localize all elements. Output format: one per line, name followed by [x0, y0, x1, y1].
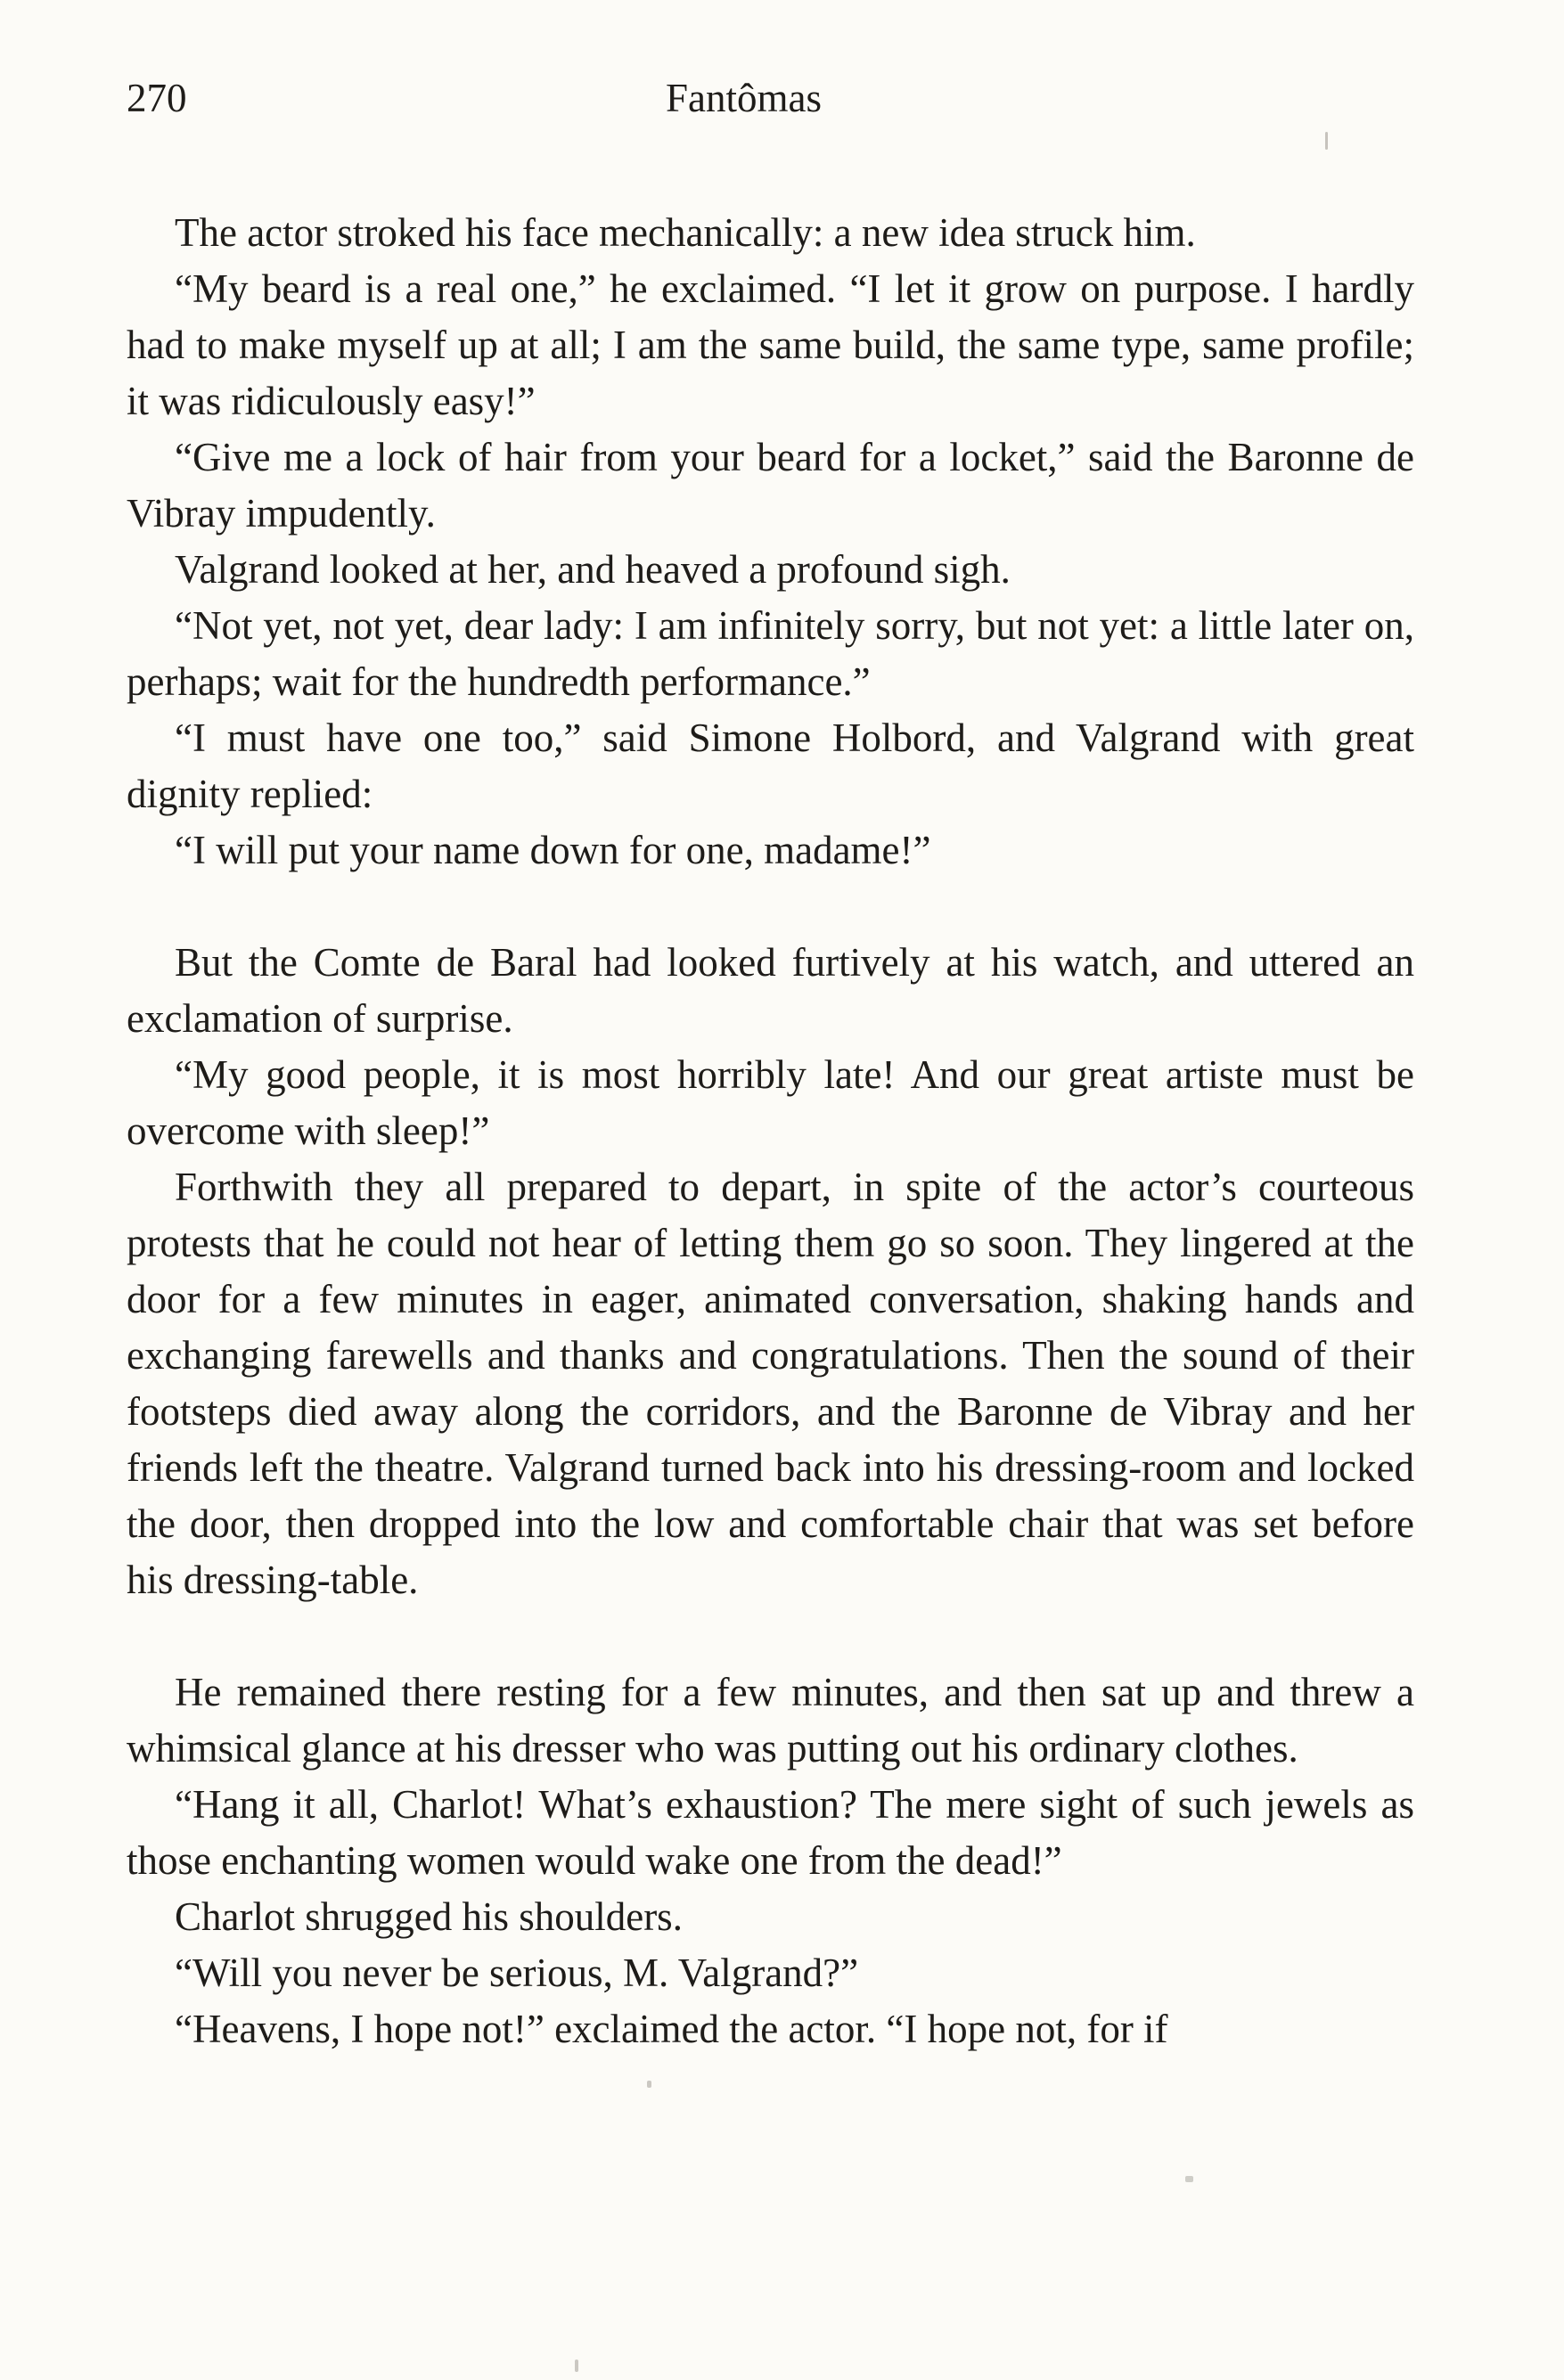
text-block	[127, 205, 1414, 2057]
paragraph: “Hang it all, Charlot! What’s exhaustion? The mere sight of such jewels as those enchanting women would wake one from the dead!”	[127, 1782, 1414, 1883]
scan-speck	[1325, 132, 1328, 150]
paragraph: “Will you never be serious, M. Valgrand?”	[175, 1951, 859, 1995]
paragraph: “Not yet, not yet, dear lady: I am infinitely sorry, but not yet: a little later on, perhaps; wait for the hundredth performance.”	[127, 603, 1414, 704]
page-number: 270	[127, 76, 187, 120]
paragraph: The actor stroked his face mechanically: a new idea struck him.	[175, 210, 1196, 255]
paragraph: Valgrand looked at her, and heaved a profound sigh.	[175, 547, 1011, 592]
paragraph: “I will put your name down for one, madame!”	[175, 828, 931, 872]
paragraph: Charlot shrugged his shoulders.	[175, 1894, 683, 1939]
paragraph: “Give me a lock of hair from your beard for a locket,” said the Baronne de Vibray impudently.	[127, 435, 1414, 536]
paragraph: “I must have one too,” said Simone Holbord, and Valgrand with great dignity replied:	[127, 716, 1414, 816]
paragraph: But the Comte de Baral had looked furtively at his watch, and uttered an exclamation of surprise.	[127, 940, 1414, 1041]
running-title: Fantômas	[666, 76, 822, 120]
paragraph: “My good people, it is most horribly late! And our great artiste must be overcome with sleep!”	[127, 1052, 1414, 1153]
paragraph: “My beard is a real one,” he exclaimed. “I let it grow on purpose. I hardly had to make myself up at all; I am the same build, the same type, same profile; it was ridiculously easy!”	[127, 266, 1414, 423]
scan-speck	[1185, 2176, 1193, 2182]
paragraph: “Heavens, I hope not!” exclaimed the actor. “I hope not, for if	[175, 2007, 1168, 2051]
page-header	[127, 70, 1414, 127]
scan-speck	[575, 2360, 578, 2372]
paragraph: Forthwith they all prepared to depart, in spite of the actor’s courteous protests that he could not hear of letting them go so soon. They lingered at the door for a few minutes in eager, animated conversation, shaking hands and exchanging farewells and thanks and congratulations. Then the sound of their footsteps died away along the corridors, and the Baronne de Vibray and her friends left the theatre. Valgrand turned back into his dressing-room and locked the door, then dropped into the low and comfortable chair that was set before his dressing-table.	[127, 1165, 1414, 1602]
paragraph: He remained there resting for a few minutes, and then sat up and threw a whimsical glance at his dresser who was putting out his ordinary clothes.	[127, 1670, 1414, 1771]
scan-speck	[647, 2081, 651, 2088]
